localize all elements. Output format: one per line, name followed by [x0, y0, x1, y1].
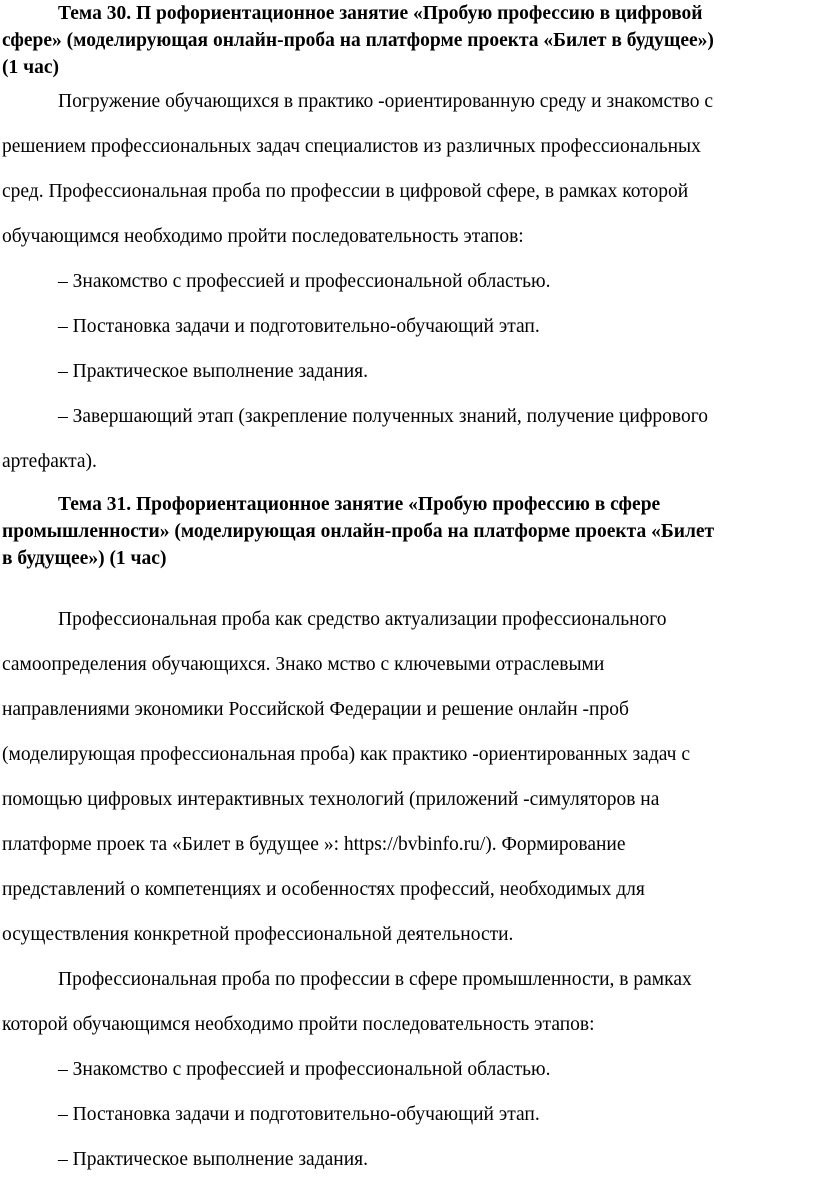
paragraph-line: Профессиональная проба по профессии в сфере промышленности, в рамках: [58, 969, 692, 990]
heading-line: Тема 31. Профориентационное занятие «Пробую профессию в сфере: [58, 494, 661, 515]
step-list-item: – Постановка задачи и подготовительно-обучающий этап.: [58, 316, 540, 337]
step-list-item: – Знакомство с профессией и профессиональной областью.: [58, 1059, 551, 1080]
paragraph-line: платформе проек та «Билет в будущее »: https://bvbinfo.ru/). Формирование: [2, 834, 626, 855]
step-list-item-continuation: артефакта).: [2, 451, 97, 472]
heading-line: (1 час): [2, 57, 60, 78]
step-list-item: – Практическое выполнение задания.: [58, 361, 369, 382]
heading-line: сфере» (моделирующая онлайн-проба на платформе проекта «Билет в будущее»): [2, 30, 714, 51]
paragraph-line: Профессиональная проба как средство актуализации профессионального: [58, 609, 667, 630]
paragraph-line: представлений о компетенциях и особенностях профессий, необходимых для: [2, 879, 645, 900]
step-list-item: – Завершающий этап (закрепление полученных знаний, получение цифрового: [58, 406, 709, 427]
heading-line: Тема 30. П рофориентационное занятие «Пробую профессию в цифровой: [58, 3, 703, 24]
topic-31-paragraph-1: [2, 597, 810, 957]
topic-31-heading: [2, 491, 810, 572]
paragraph-line: обучающимся необходимо пройти последовательность этапов:: [2, 226, 524, 247]
topic-31-paragraph-2: [2, 957, 810, 1047]
paragraph-line: сред. Профессиональная проба по профессии в цифровой сфере, в рамках которой: [2, 181, 689, 202]
paragraph-line: (моделирующая профессиональная проба) как практико -ориентированных задач с: [2, 744, 690, 765]
paragraph-line: направлениями экономики Российской Федерации и решение онлайн -проб: [2, 699, 629, 720]
step-list-item: – Знакомство с профессией и профессиональной областью.: [58, 271, 551, 292]
paragraph-line: решением профессиональных задач специалистов из различных профессиональных: [2, 136, 701, 157]
paragraph-line: осуществления конкретной профессиональной деятельности.: [2, 924, 514, 945]
heading-line: промышленности» (моделирующая онлайн-проба на платформе проекта «Билет: [2, 521, 715, 542]
topic-31-body: [2, 597, 810, 1182]
step-list-item: – Практическое выполнение задания.: [58, 1149, 369, 1170]
topic-30-paragraph: [2, 79, 810, 259]
paragraph-line: которой обучающимся необходимо пройти последовательность этапов:: [2, 1014, 595, 1035]
heading-line: в будущее») (1 час): [2, 548, 167, 569]
step-list-item: – Постановка задачи и подготовительно-обучающий этап.: [58, 1104, 540, 1125]
paragraph-line: помощью цифровых интерактивных технологий (приложений -симуляторов на: [2, 789, 660, 810]
paragraph-line: Погружение обучающихся в практико -ориентированную среду и знакомство с: [58, 91, 713, 112]
topic-30-heading: [2, 0, 810, 81]
paragraph-line: самоопределения обучающихся. Знако мство с ключевыми отраслевыми: [2, 654, 605, 675]
topic-30-body: [2, 79, 810, 484]
